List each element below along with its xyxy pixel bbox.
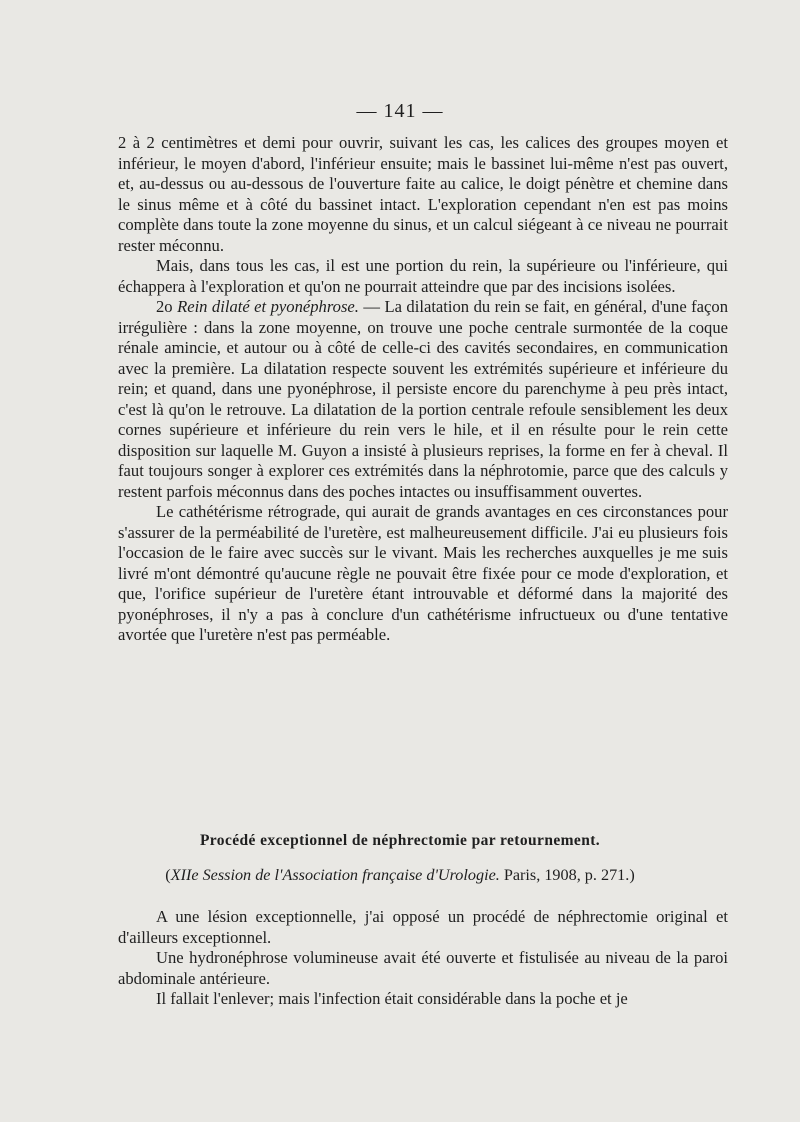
section-citation xyxy=(0,866,800,885)
paragraph-catheterisme: Le cathétérisme rétrograde, qui aurait de grands avantages en ces circonstances pour s'assurer de la perméabilité de l'uretère, est malheureusement difficile. J'ai eu plusieurs fois l'occasion de le faire avec succès sur le vivant. Mais les recherches auxquelles je me suis livré m'ont démontré qu'aucune règle ne pouvait être fixée pour ce mode d'exploration, et que, l'orifice supérieur de l'uretère étant introuvable et déformé dans la majorité des pyonéphroses, il n'y a pas à conclure d'un cathétérisme infructueux ou d'une tentative avortée que l'uretère n'est pas perméable. xyxy=(118,502,728,644)
citation-source: XIIe Session de l'Association française d'Urologie. xyxy=(170,866,500,884)
paragraph-lesion: A une lésion exceptionnelle, j'ai opposé un procédé de néphrectomie original et d'ailleurs exceptionnel. xyxy=(118,907,728,947)
subsection-label: Rein dilaté et pyonéphrose. xyxy=(177,297,359,316)
paragraph-hydronephrose: Une hydronéphrose volumineuse avait été ouverte et fistulisée au niveau de la paroi abdominale antérieure. xyxy=(118,948,728,988)
subsection-text: — La dilatation du rein se fait, en général, d'une façon irrégulière : dans la zone moyenne, on trouve une poche centrale surmontée de la coque rénale amincie, et autour ou à côté de celle-ci des cavités secondaires, en communication avec la première. La dilatation respecte souvent les extrémités supérieure et inférieure du rein; et quand, dans une pyonéphrose, il persiste encore du parenchyme à peu près intact, c'est là qu'on le retrouve. La dilatation de la portion centrale refoule sensiblement les deux cornes supérieure et inférieure du rein vers le hile, et il en résulte pour le rein cette disposition sur laquelle M. Guyon a insisté à plusieurs reprises, la forme en fer à cheval. Il faut toujours songer à explorer ces extrémités dans la néphrotomie, parce que des calculs y restent parfois méconnus dans des poches intactes ou insuffisamment ouvertes. xyxy=(118,297,728,501)
citation-details: Paris, 1908, p. 271.) xyxy=(499,866,635,884)
paragraph-rein-dilate xyxy=(118,297,728,502)
paragraph-continuation: 2 à 2 centimètres et demi pour ouvrir, suivant les cas, les calices des groupes moyen et inférieur, le moyen d'abord, l'inférieur ensuite; mais le bassinet lui-même n'est pas ouvert, et, au-dessus ou au-dessous de l'ouverture faite au calice, le doigt pénètre et chemine dans le sinus même et à côté du bassinet intact. L'exploration cependant n'en est pas moins complète dans toute la zone moyenne du sinus, et un calcul siégeant à ce niveau ne pourrait rester méconnu. xyxy=(118,133,728,255)
main-text-section xyxy=(118,133,728,646)
page-number: — 141 — xyxy=(356,100,444,122)
citation-open: ( xyxy=(165,866,171,884)
nephrectomy-text-section xyxy=(118,907,728,1010)
paragraph-enlever: Il fallait l'enlever; mais l'infection était considérable dans la poche et je xyxy=(156,989,628,1008)
section-heading: Procédé exceptionnel de néphrectomie par retournement. xyxy=(199,832,601,849)
subsection-number: 2o xyxy=(156,297,173,316)
paragraph-exploration-limit: Mais, dans tous les cas, il est une portion du rein, la supérieure ou l'inférieure, qui échappera à l'exploration et qu'on ne pourrait atteindre que par des incisions isolées. xyxy=(118,256,728,296)
